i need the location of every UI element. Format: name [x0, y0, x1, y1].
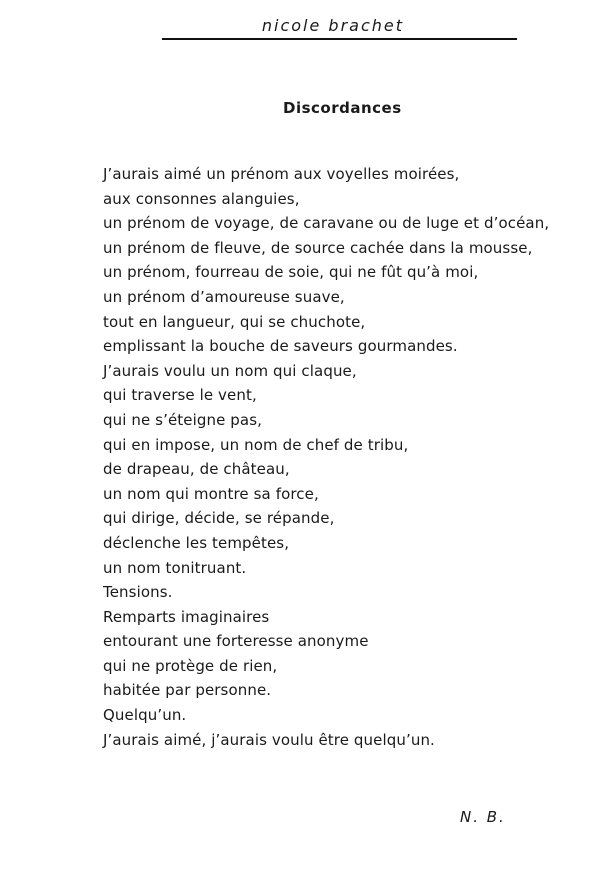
poem-line: qui ne protège de rien,	[103, 656, 278, 675]
poem-line: un prénom de fleuve, de source cachée dans la mousse,	[103, 238, 533, 257]
poem-line: un prénom d’amoureuse suave,	[103, 287, 345, 306]
poem-line: qui dirige, décide, se répande,	[103, 509, 335, 528]
poem-line: emplissant la bouche de saveurs gourmandes.	[103, 337, 458, 356]
poem-line: J’aurais aimé, j’aurais voulu être quelqu’un.	[103, 730, 435, 749]
poem-line: un prénom, fourreau de soie, qui ne fût qu’à moi,	[103, 263, 479, 282]
poem-title: Discordances	[283, 99, 402, 117]
poem-line: Tensions.	[103, 583, 173, 602]
poem-line: de drapeau, de château,	[103, 460, 290, 479]
poem-line: J’aurais aimé un prénom aux voyelles moirées,	[103, 165, 460, 183]
header-divider	[162, 38, 517, 40]
poem-line: déclenche les tempêtes,	[103, 533, 290, 552]
poem-line: entourant une forteresse anonyme	[103, 632, 369, 651]
poem-line: un nom tonitruant.	[103, 558, 247, 577]
poem-line: qui ne s’éteigne pas,	[103, 410, 262, 429]
poem-body	[103, 162, 563, 752]
poem-line: qui traverse le vent,	[103, 386, 257, 405]
poem-line: habitée par personne.	[103, 681, 272, 700]
poem-line: un nom qui montre sa force,	[103, 484, 319, 503]
running-header-author: nicole brachet	[261, 16, 404, 35]
poem-line: tout en langueur, qui se chuchote,	[103, 312, 366, 331]
poem-line: Quelqu’un.	[103, 706, 187, 725]
poem-line: Remparts imaginaires	[103, 607, 270, 626]
poem-line: qui en impose, un nom de chef de tribu,	[103, 435, 409, 454]
author-signature: N. B.	[460, 808, 506, 826]
poem-line: aux consonnes alanguies,	[103, 189, 300, 208]
poem-line: un prénom de voyage, de caravane ou de luge et d’océan,	[103, 214, 550, 233]
poem-line: J’aurais voulu un nom qui claque,	[103, 361, 357, 380]
